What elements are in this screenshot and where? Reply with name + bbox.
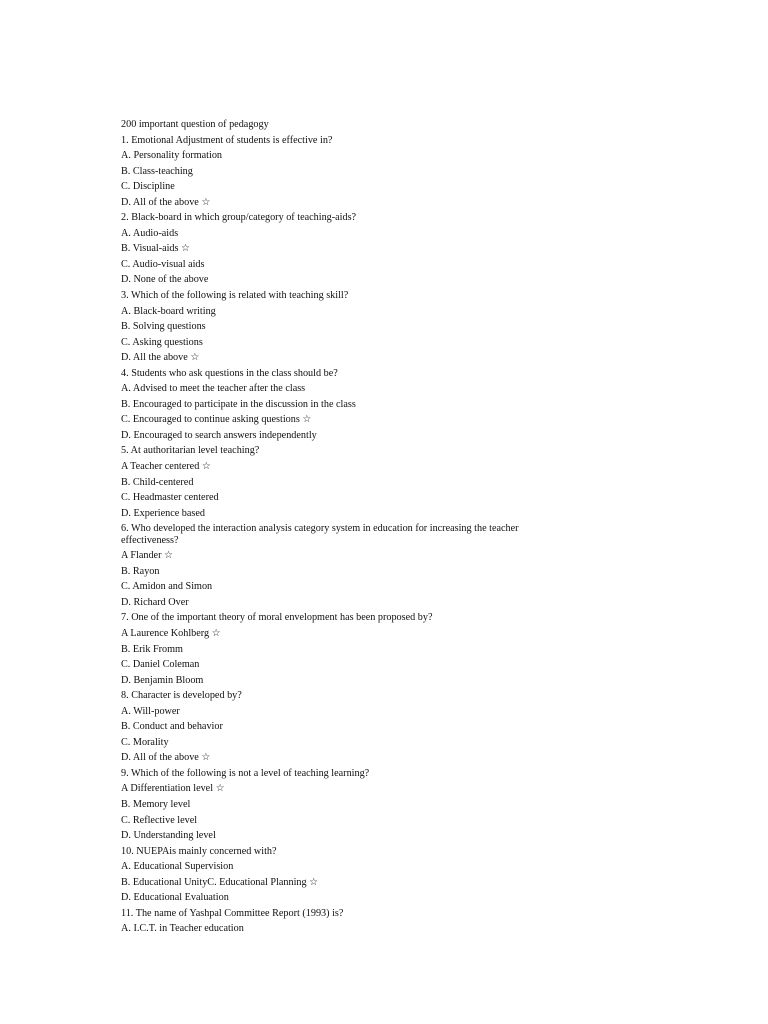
question-text: 2. Black-board in which group/category of teaching-aids? [121,212,357,224]
answer-option: D. All the above ☆ [121,352,200,364]
answer-option: B. Encouraged to participate in the discussion in the class [121,398,356,410]
answer-option: A Laurence Kohlberg ☆ [121,627,221,639]
question-text: 1. Emotional Adjustment of students is effective in? [121,134,333,146]
question-text: 6. Who developed the interaction analysis category system in education for increasing the teacher effectiveness? [121,523,519,546]
document-page [121,117,551,937]
answer-option: D. None of the above [121,274,209,286]
answer-option: A. Audio-aids [121,227,179,239]
question-text: 5. At authoritarian level teaching? [121,445,260,457]
answer-option: A Flander ☆ [121,550,174,562]
answer-option: A. Black-board writing [121,305,216,317]
question-text: 11. The name of Yashpal Committee Report (1993) is? [121,907,344,919]
answer-option: D. Experience based [121,507,206,519]
answer-option: D. All of the above ☆ [121,196,211,208]
answer-option: B. Visual-aids ☆ [121,243,191,255]
answer-option: A. I.C.T. in Teacher education [121,923,244,935]
answer-option: C. Headmaster centered [121,492,219,504]
answer-option: A Teacher centered ☆ [121,461,211,473]
answer-option: A. Will-power [121,705,180,717]
answer-option: D. Educational Evaluation [121,892,229,904]
answer-option: C. Asking questions [121,336,203,348]
answer-option: B. Educational UnityC. Educational Planning ☆ [121,876,319,888]
answer-option: B. Memory level [121,798,191,810]
answer-option: C. Encouraged to continue asking questions ☆ [121,414,312,426]
answer-option: C. Daniel Coleman [121,659,200,671]
document-title: 200 important question of pedagogy [121,119,269,130]
answer-option: D. Understanding level [121,830,216,842]
answer-option: C. Audio-visual aids [121,258,205,270]
answer-option: B. Child-centered [121,476,194,488]
answer-option: C. Discipline [121,181,175,193]
question-text: 8. Character is developed by? [121,690,242,702]
answer-option: C. Reflective level [121,814,198,826]
question-text: 3. Which of the following is related with teaching skill? [121,290,349,302]
answer-option: C. Amidon and Simon [121,581,213,593]
answer-option: D. All of the above ☆ [121,752,211,764]
answer-option: D. Richard Over [121,596,189,608]
answer-option: B. Rayon [121,565,160,577]
answer-option: D. Benjamin Bloom [121,674,204,686]
answer-option: A. Advised to meet the teacher after the class [121,383,306,395]
answer-option: B. Erik Fromm [121,643,183,655]
question-list [121,133,551,937]
answer-option: D. Encouraged to search answers independently [121,429,317,441]
answer-option: A Differentiation level ☆ [121,783,225,795]
question-text: 4. Students who ask questions in the class should be? [121,367,338,379]
question-text: 7. One of the important theory of moral envelopment has been proposed by? [121,612,433,624]
answer-option: C. Morality [121,736,169,748]
answer-option: B. Class-teaching [121,165,193,177]
answer-option: B. Conduct and behavior [121,721,223,733]
question-text: 9. Which of the following is not a level of teaching learning? [121,767,370,779]
answer-option: A. Personality formation [121,150,223,162]
answer-option: A. Educational Supervision [121,861,234,873]
answer-option: B. Solving questions [121,321,206,333]
question-text: 10. NUEPAis mainly concerned with? [121,845,277,857]
